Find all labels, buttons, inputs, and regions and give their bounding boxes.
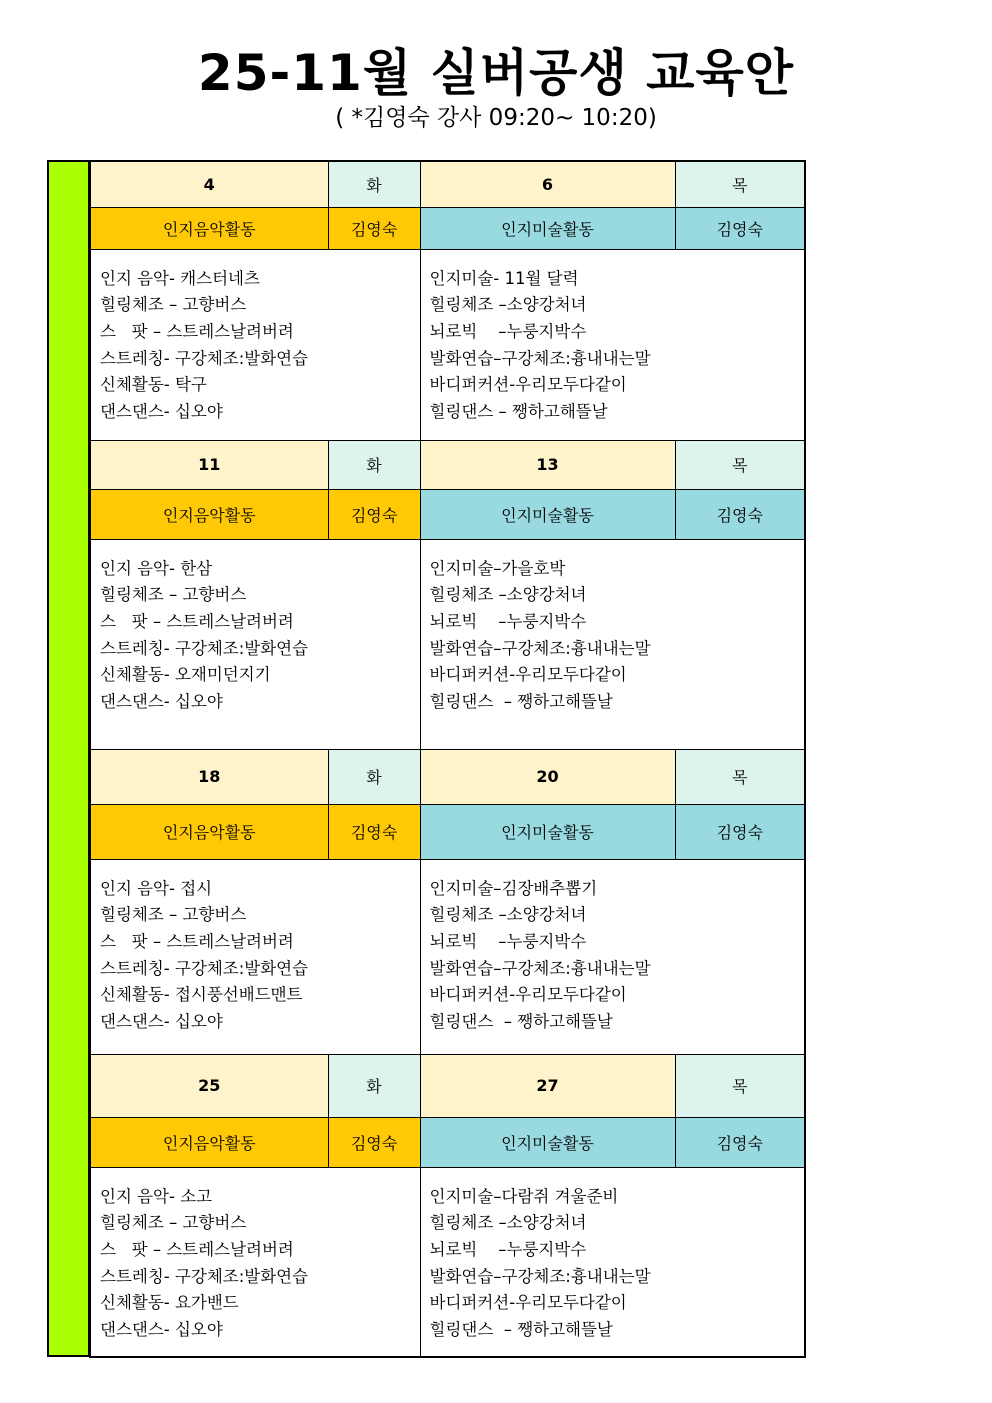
- activity-cell: 인지음악활동: [90, 1117, 328, 1167]
- program-item: 발화연습–구강체조:흉내내는말: [429, 958, 651, 978]
- program-list: [91, 250, 420, 426]
- program-item: 뇌로빅 –누룽지박수: [429, 611, 587, 631]
- program-item: 바디퍼커션-우리모두다같이: [429, 985, 627, 1005]
- teacher-cell: 김영숙: [328, 804, 420, 859]
- program-item: 신체활동- 요가밴드: [100, 1293, 239, 1313]
- program-item: 스 팟 – 스트레스날려버려: [100, 321, 294, 341]
- program-item: 힐링체조 –소양강처녀: [429, 905, 587, 925]
- date-cell: 20: [420, 749, 675, 804]
- activity-cell: 인지미술활동: [420, 207, 675, 249]
- program-item: 인지미술–다람쥐 겨울준비: [429, 1186, 619, 1206]
- program-item: 힐링체조 –소양강처녀: [429, 1213, 587, 1233]
- teacher-cell: 김영숙: [328, 489, 420, 539]
- program-item: 신체활동- 접시풍선배드맨트: [100, 985, 303, 1005]
- document-title: 25-11월 실버공생 교육안: [197, 44, 795, 102]
- program-list: [421, 1168, 805, 1344]
- date-cell: 25: [90, 1054, 328, 1117]
- document-subtitle: ( *김영숙 강사 09:20~ 10:20): [335, 105, 657, 131]
- program-item: 스 팟 – 스트레스날려버려: [100, 931, 294, 951]
- program-item: 뇌로빅 –누룽지박수: [429, 1239, 587, 1259]
- program-item: 인지미술–가을호박: [429, 558, 566, 578]
- program-item: 스트레칭- 구강체조:발화연습: [100, 1266, 309, 1286]
- teacher-cell: 김영숙: [675, 489, 805, 539]
- program-item: 힐링체조 – 고향버스: [100, 585, 247, 605]
- program-item: 힐링체조 – 고향버스: [100, 905, 247, 925]
- date-cell: 13: [420, 440, 675, 489]
- program-item: 인지 음악- 한삼: [100, 558, 213, 578]
- schedule-table: [89, 160, 806, 1358]
- date-cell: 18: [90, 749, 328, 804]
- date-cell: 6: [420, 161, 675, 207]
- program-item: 뇌로빅 –누룽지박수: [429, 321, 587, 341]
- program-item: 댄스댄스- 십오야: [100, 1320, 223, 1340]
- program-list: [421, 540, 805, 716]
- activity-cell: 인지미술활동: [420, 489, 675, 539]
- program-cell: [420, 859, 805, 1054]
- program-item: 댄스댄스- 십오야: [100, 692, 223, 712]
- program-list: [91, 1168, 420, 1344]
- program-item: 인지 음악- 캐스터네츠: [100, 268, 260, 288]
- program-item: 힐링체조 –소양강처녀: [429, 585, 587, 605]
- program-item: 힐링댄스 – 쨍하고해뜰날: [429, 402, 608, 422]
- program-item: 힐링댄스 – 쨍하고해뜰날: [429, 1320, 613, 1340]
- program-list: [421, 860, 805, 1036]
- day-cell: 목: [675, 749, 805, 804]
- day-cell: 화: [328, 749, 420, 804]
- program-item: 발화연습–구강체조:흉내내는말: [429, 348, 651, 368]
- day-cell: 목: [675, 1054, 805, 1117]
- program-item: 바디퍼커션-우리모두다같이: [429, 665, 627, 685]
- program-item: 힐링체조 – 고향버스: [100, 295, 247, 315]
- teacher-cell: 김영숙: [675, 207, 805, 249]
- teacher-cell: 김영숙: [328, 207, 420, 249]
- program-cell: [90, 249, 420, 440]
- program-list: [421, 250, 805, 426]
- program-item: 뇌로빅 –누룽지박수: [429, 931, 587, 951]
- program-item: 인지 음악- 소고: [100, 1186, 213, 1206]
- program-item: 인지 음악- 접시: [100, 878, 213, 898]
- day-cell: 화: [328, 1054, 420, 1117]
- program-item: 인지미술- 11월 달력: [429, 268, 579, 288]
- date-cell: 4: [90, 161, 328, 207]
- day-cell: 화: [328, 161, 420, 207]
- program-cell: [90, 1167, 420, 1357]
- day-cell: 화: [328, 440, 420, 489]
- program-item: 힐링체조 – 고향버스: [100, 1213, 247, 1233]
- activity-cell: 인지음악활동: [90, 489, 328, 539]
- program-cell: [90, 539, 420, 749]
- activity-cell: 인지미술활동: [420, 804, 675, 859]
- program-item: 인지미술–김장배추뽑기: [429, 878, 598, 898]
- program-item: 신체활동- 탁구: [100, 375, 207, 395]
- program-item: 스 팟 – 스트레스날려버려: [100, 1239, 294, 1259]
- activity-cell: 인지음악활동: [90, 804, 328, 859]
- program-item: 힐링댄스 – 쨍하고해뜰날: [429, 1012, 613, 1032]
- program-item: 댄스댄스- 십오야: [100, 402, 223, 422]
- program-item: 바디퍼커션-우리모두다같이: [429, 1293, 627, 1313]
- program-item: 스트레칭- 구강체조:발화연습: [100, 958, 309, 978]
- program-list: [91, 540, 420, 716]
- program-item: 신체활동- 오재미던지기: [100, 665, 271, 685]
- program-item: 스 팟 – 스트레스날려버려: [100, 611, 294, 631]
- program-item: 힐링체조 –소양강처녀: [429, 295, 587, 315]
- program-list: [91, 860, 420, 1036]
- date-cell: 11: [90, 440, 328, 489]
- program-item: 바디퍼커션-우리모두다같이: [429, 375, 627, 395]
- teacher-cell: 김영숙: [675, 804, 805, 859]
- program-item: 댄스댄스- 십오야: [100, 1012, 223, 1032]
- activity-cell: 인지미술활동: [420, 1117, 675, 1167]
- program-cell: [420, 1167, 805, 1357]
- program-cell: [420, 539, 805, 749]
- activity-cell: 인지음악활동: [90, 207, 328, 249]
- program-item: 발화연습–구강체조:흉내내는말: [429, 638, 651, 658]
- side-color-bar: [47, 160, 89, 1357]
- program-cell: [90, 859, 420, 1054]
- teacher-cell: 김영숙: [328, 1117, 420, 1167]
- program-item: 힐링댄스 – 쨍하고해뜰날: [429, 692, 613, 712]
- day-cell: 목: [675, 161, 805, 207]
- program-item: 발화연습–구강체조:흉내내는말: [429, 1266, 651, 1286]
- program-item: 스트레칭- 구강체조:발화연습: [100, 638, 309, 658]
- teacher-cell: 김영숙: [675, 1117, 805, 1167]
- day-cell: 목: [675, 440, 805, 489]
- date-cell: 27: [420, 1054, 675, 1117]
- program-item: 스트레칭- 구강체조:발화연습: [100, 348, 309, 368]
- program-cell: [420, 249, 805, 440]
